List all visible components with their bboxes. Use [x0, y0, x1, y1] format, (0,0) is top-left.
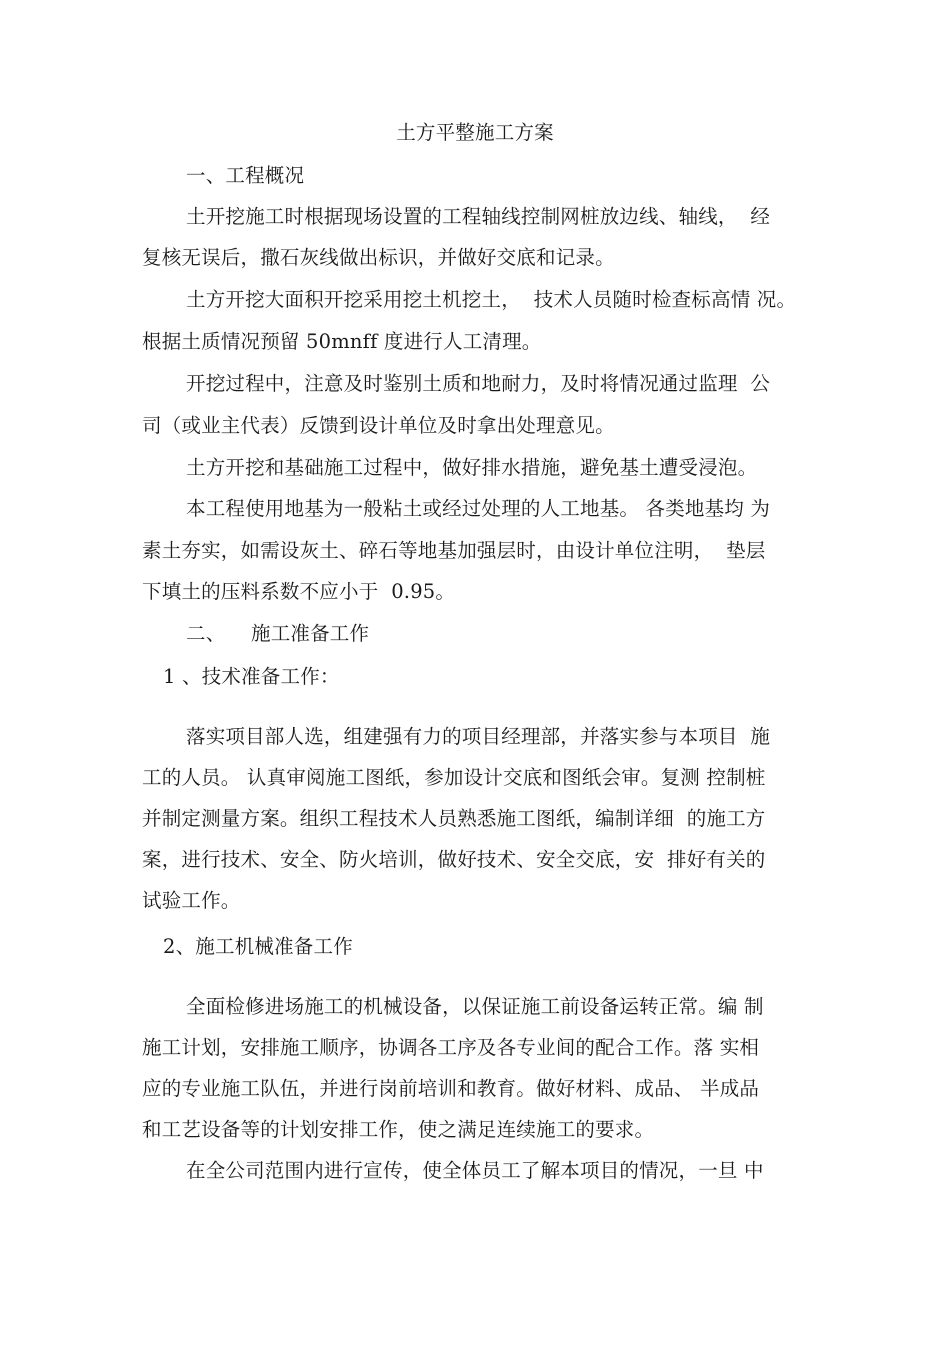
subsection-heading-1: 1 、技术准备工作：: [163, 665, 340, 688]
text-line: 应的专业施工队伍，并进行岗前培训和教育。做好材料、成品、 半成品: [142, 1077, 760, 1100]
text-line: 开挖过程中，注意及时鉴别土质和地耐力，及时将情况通过监理 公: [186, 372, 771, 395]
text-line: 本工程使用地基为一般粘土或经过处理的人工地基。 各类地基均 为: [186, 497, 771, 520]
text-line: 工的人员。 认真审阅施工图纸，参加设计交底和图纸会审。复测 控制桩: [142, 766, 766, 789]
section-heading-1: 一、工程概况: [186, 164, 305, 187]
text-line: 土方开挖大面积开挖采用挖土机挖土， 技术人员随时检查标高情 况。: [186, 288, 797, 311]
text-line: 土方开挖和基础施工过程中，做好排水措施，避免基土遭受浸泡。: [186, 456, 758, 479]
text-line: 素土夯实，如需设灰土、碎石等地基加强层时，由设计单位注明， 垫层: [142, 539, 766, 562]
text-line: 根据土质情况预留 50mnff 度进行人工清理。: [142, 330, 542, 353]
text-line: 案，进行技术、安全、防火培训，做好技术、安全交底，安 排好有关的: [142, 848, 766, 871]
subsection-heading-2: 2、施工机械准备工作: [163, 935, 353, 958]
text-line: 施工计划，安排施工顺序，协调各工序及各专业间的配合工作。落 实相: [142, 1036, 760, 1059]
text-line: 全面检修进场施工的机械设备，以保证施工前设备运转正常。编 制: [186, 995, 764, 1018]
section-heading-2: 二、 施工准备工作: [186, 622, 370, 645]
text-line: 落实项目部人选，组建强有力的项目经理部，并落实参与本项目 施: [186, 725, 771, 748]
text-line: 试验工作。: [142, 889, 241, 912]
text-line: 并制定测量方案。组织工程技术人员熟悉施工图纸，编制详细 的施工方: [142, 807, 766, 830]
text-line: 下填土的压料系数不应小于 0.95。: [142, 580, 456, 603]
document-title: 土方平整施工方案: [396, 121, 554, 144]
text-line: 和工艺设备等的计划安排工作，使之满足连续施工的要求。: [142, 1118, 655, 1141]
text-line: 在全公司范围内进行宣传，使全体员工了解本项目的情况，一旦 中: [186, 1159, 764, 1182]
text-line: 复核无误后，撒石灰线做出标识，并做好交底和记录。: [142, 246, 615, 269]
text-line: 土开挖施工时根据现场设置的工程轴线控制网桩放边线、轴线， 经: [186, 205, 771, 228]
text-line: 司（或业主代表）反馈到设计单位及时拿出处理意见。: [142, 414, 615, 437]
